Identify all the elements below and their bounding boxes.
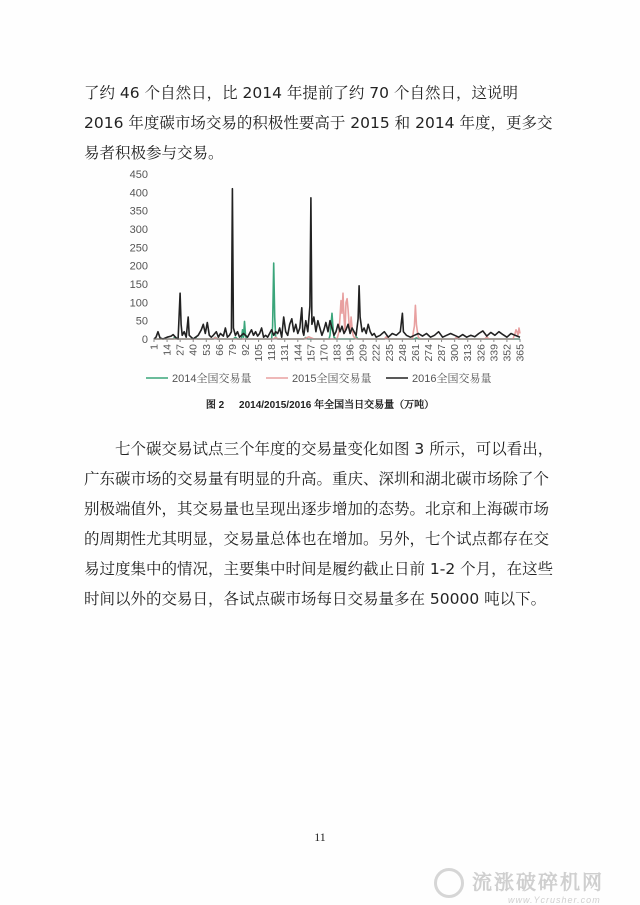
x-tick-label: 40 [187, 344, 200, 356]
daily-volume-chart [110, 160, 530, 400]
series-lines [154, 189, 520, 339]
y-axis-ticks [130, 169, 148, 346]
x-tick-label: 326 [475, 344, 488, 362]
x-tick-label: 27 [174, 344, 187, 356]
page-number: 11 [314, 830, 326, 844]
figure-title: 2014/2015/2016 年全国当日交易量（万吨） [239, 400, 435, 411]
y-tick-label: 450 [129, 169, 148, 181]
series-line-3 [154, 189, 520, 339]
y-tick-label: 150 [129, 279, 148, 291]
x-tick-label: 66 [213, 344, 226, 356]
x-tick-label: 287 [436, 344, 449, 362]
x-tick-label: 209 [357, 344, 370, 362]
legend-label: 2014全国交易量 [172, 373, 252, 385]
x-tick-label: 235 [383, 344, 396, 362]
chart-legend [146, 371, 491, 385]
watermark-name: 流涨破碎机网 [472, 872, 604, 894]
legend-label: 2015全国交易量 [292, 373, 372, 385]
x-tick-label: 170 [318, 344, 331, 362]
x-tick-label: 105 [253, 344, 266, 362]
x-tick-label: 365 [514, 344, 527, 362]
x-tick-label: 131 [279, 344, 292, 362]
x-tick-label: 300 [449, 344, 462, 362]
y-tick-label: 300 [129, 224, 148, 236]
y-tick-label: 250 [129, 242, 148, 255]
x-tick-label: 157 [305, 344, 318, 362]
x-tick-label: 222 [370, 344, 383, 362]
figure-label: 图 2 [205, 400, 225, 411]
y-tick-label: 100 [129, 297, 148, 310]
x-tick-label: 339 [488, 344, 501, 362]
x-tick-label: 352 [501, 344, 514, 362]
x-tick-label: 313 [462, 344, 475, 362]
x-tick-label: 144 [292, 344, 305, 362]
y-tick-label: 200 [129, 260, 148, 273]
x-tick-label: 14 [161, 344, 174, 356]
y-tick-label: 350 [129, 205, 148, 218]
legend-label: 2016全国交易量 [412, 373, 492, 385]
y-tick-label: 0 [141, 334, 148, 346]
paragraph-2: 七个碳交易试点三个年度的交易量变化如图 3 所示，可以看出，广东碳市场的交易量有明显的升高。重庆、深圳和湖北碳市场除了个别极端值外，其交易量也呈现出逐步增加的态势。北京和上海碳市场的周期性尤其明显，交易量总体也在增加。另外，七个试点都存在交易过度集中的情况，主要集中时间是履约截止日前 1-2 个月，在这些时间以外的交易日，各试点碳市场每日交易量多在 50000 吨以下。 [84, 440, 554, 608]
y-tick-label: 50 [135, 315, 148, 328]
x-tick-label: 79 [226, 344, 239, 356]
x-tick-label: 92 [240, 344, 252, 356]
figure-caption [0, 396, 640, 411]
watermark-url: www.Ycrusher.com [508, 895, 601, 905]
x-tick-label: 1 [148, 344, 161, 350]
paragraph-1: 了约 46 个自然日，比 2014 年提前了约 70 个自然日，这说明 2016 年度碳市场交易的积极性要高于 2015 和 2014 年度，更多交易者积极参与交易。 [84, 84, 553, 162]
x-tick-label: 183 [331, 344, 344, 362]
x-tick-label: 118 [266, 344, 279, 361]
watermark [472, 866, 604, 905]
x-axis-ticks [149, 339, 527, 362]
x-tick-label: 248 [396, 344, 409, 362]
x-tick-label: 274 [423, 344, 435, 362]
x-tick-label: 196 [344, 344, 357, 362]
watermark-logo-icon [434, 868, 464, 898]
x-tick-label: 53 [200, 344, 213, 356]
x-tick-label: 261 [409, 344, 422, 362]
y-tick-label: 400 [129, 187, 148, 200]
